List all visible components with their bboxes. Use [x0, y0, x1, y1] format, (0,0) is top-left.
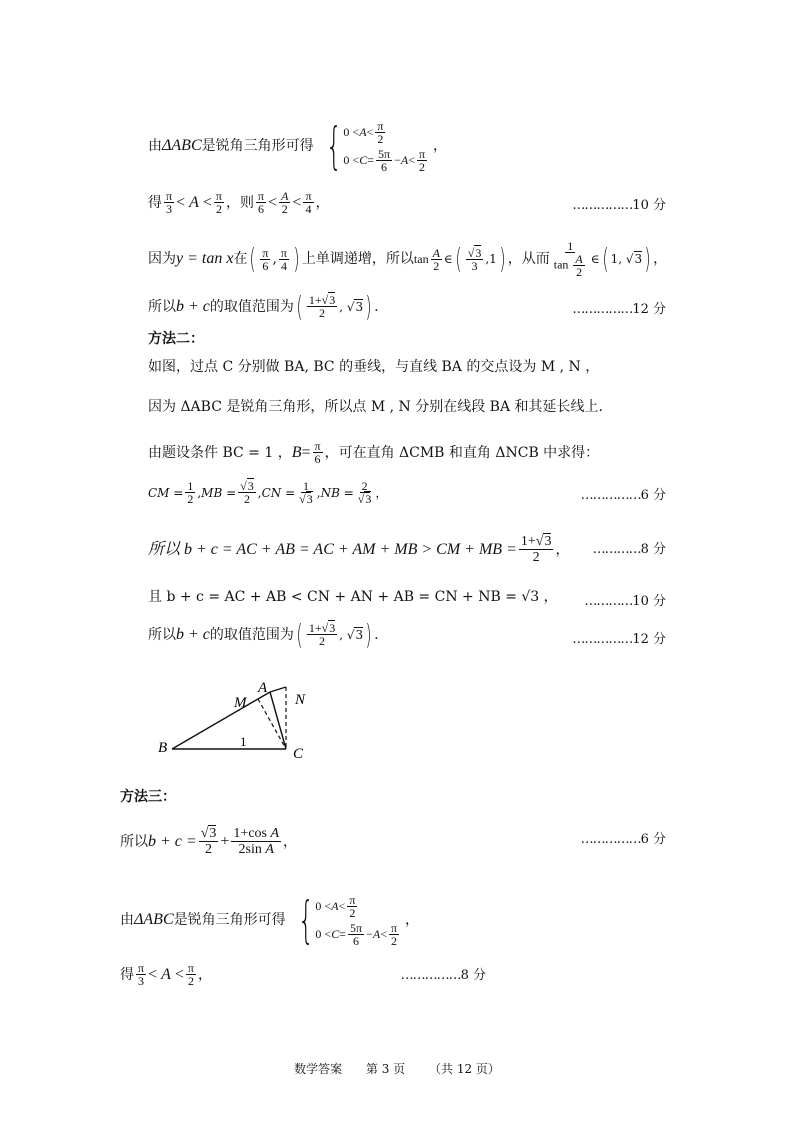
- score-label: ……………12 分: [572, 302, 666, 317]
- score-label: ……………6 分: [580, 488, 666, 503]
- page-footer: [0, 1060, 794, 1077]
- inequality-system: { 0 < A < $\frac{\pi}{2}$ 0 < C = $\frac{5\pi}{6}$ − A < $\frac{\pi}{2}$: [325, 117, 426, 175]
- angle-range-line: 得 $\frac{\pi}{3}$ < A < $\frac{\pi}{2}$ ，则 $\frac{\pi}{6}$ < $\frac{A}{2}$ < $\frac{\pi}{4}$ ，: [148, 189, 330, 216]
- label-C: C: [293, 746, 304, 762]
- inequality-system: { 0 < A < $\frac{\pi}{2}$ 0 < C = $\frac{5\pi}{6}$ − A < $\frac{\pi}{2}$: [297, 891, 398, 949]
- method2-p2: 因为 ΔABC 是锐角三角形，所以点 M , N 分别在线段 BA 和其延长线上.: [148, 399, 603, 415]
- method-three-heading: 方法三：: [120, 789, 176, 805]
- triangle-figure: [150, 676, 320, 766]
- label-M: M: [234, 695, 247, 711]
- label-one: 1: [240, 734, 247, 749]
- footer-subject: 数学答案: [294, 1062, 343, 1076]
- range-line-1: 所以 b + c 的取值范围为 ( $\frac{1+√3}{2}$ , √3 ) .: [148, 289, 379, 323]
- method3-expression: 所以 b + c = $\frac{√3}{2}$ + $\frac{\text{1+cos A}}{\text{2sin A}}$ ，: [120, 826, 298, 857]
- label-N: N: [295, 692, 306, 708]
- method2-p1: 如图，过点 C 分别做 BA, BC 的垂线，与直线 BA 的交点设为 M , N ，: [148, 359, 600, 375]
- score-label: ……………12 分: [572, 632, 666, 647]
- score-label: …………10 分: [584, 594, 666, 609]
- score-label: ……………10 分: [572, 198, 666, 213]
- monotonic-line: 因为 y = tan x 在 ( $\frac{\pi}{6}$ , $\frac{\pi}{4}$ ) 上单调递增，所以 tan $\frac{A}{2}$ ∈ ( $\frac{√3}{3}$ ,1 ) ，从而 1 tan $\frac{A}{2}$ ∈ ( 1, √3 ) ，: [148, 239, 668, 279]
- label-B: B: [158, 740, 168, 756]
- method2-lengths: CM = $\frac{1}{2}$ , MB = $\frac{√3}{2}$ , CN = $\frac{1}{√3}$ , NB = $\frac{2}{√3}$ ，: [148, 479, 388, 506]
- score-label: …………8 分: [592, 542, 666, 557]
- score-label: ……………8 分: [400, 968, 486, 983]
- condition-line-1: 由 ΔABC 是锐角三角形可得 { 0 < A < $\frac{\pi}{2}$ 0 < C = $\frac{5\pi}{6}$ − A < $\frac{\pi}{2}$ ，: [148, 117, 448, 175]
- segment-AC: [270, 692, 286, 749]
- segment-CM-dashed: [258, 699, 286, 749]
- method3-condition: 由 ΔABC 是锐角三角形可得 { 0 < A < $\frac{\pi}{2}$ 0 < C = $\frac{5\pi}{6}$ − A < $\frac{\pi}{2}$ ，: [120, 891, 420, 949]
- score-label: ……………6 分: [580, 832, 666, 847]
- label-A: A: [258, 680, 268, 696]
- range-line-2: 所以 b + c 的取值范围为 ( $\frac{1+√3}{2}$ , √3 ) .: [148, 617, 379, 651]
- segment-AN: [270, 687, 286, 692]
- method-two-heading: 方法二：: [148, 331, 204, 347]
- method2-lower-bound: 所以 b + c = AC + AB = AC + AM + MB > CM + MB = $\frac{1+√3}{2}$ ，: [148, 534, 570, 565]
- method3-angle-range: 得 $\frac{\pi}{3}$ < A < $\frac{\pi}{2}$ ，: [120, 961, 212, 988]
- method2-upper-bound: 且 b + c = AC + AB < CN + AN + AB = CN + NB = √3 ，: [148, 589, 558, 605]
- segment-BA: [172, 692, 270, 749]
- method2-p3: 由题设条件 BC = 1 ， B = $\frac{\pi}{6}$ ，可在直角 ΔCMB 和直角 ΔNCB 中求得：: [148, 439, 600, 466]
- footer-page: 第 3 页: [365, 1062, 406, 1076]
- footer-total: （共 12 页）: [429, 1062, 500, 1076]
